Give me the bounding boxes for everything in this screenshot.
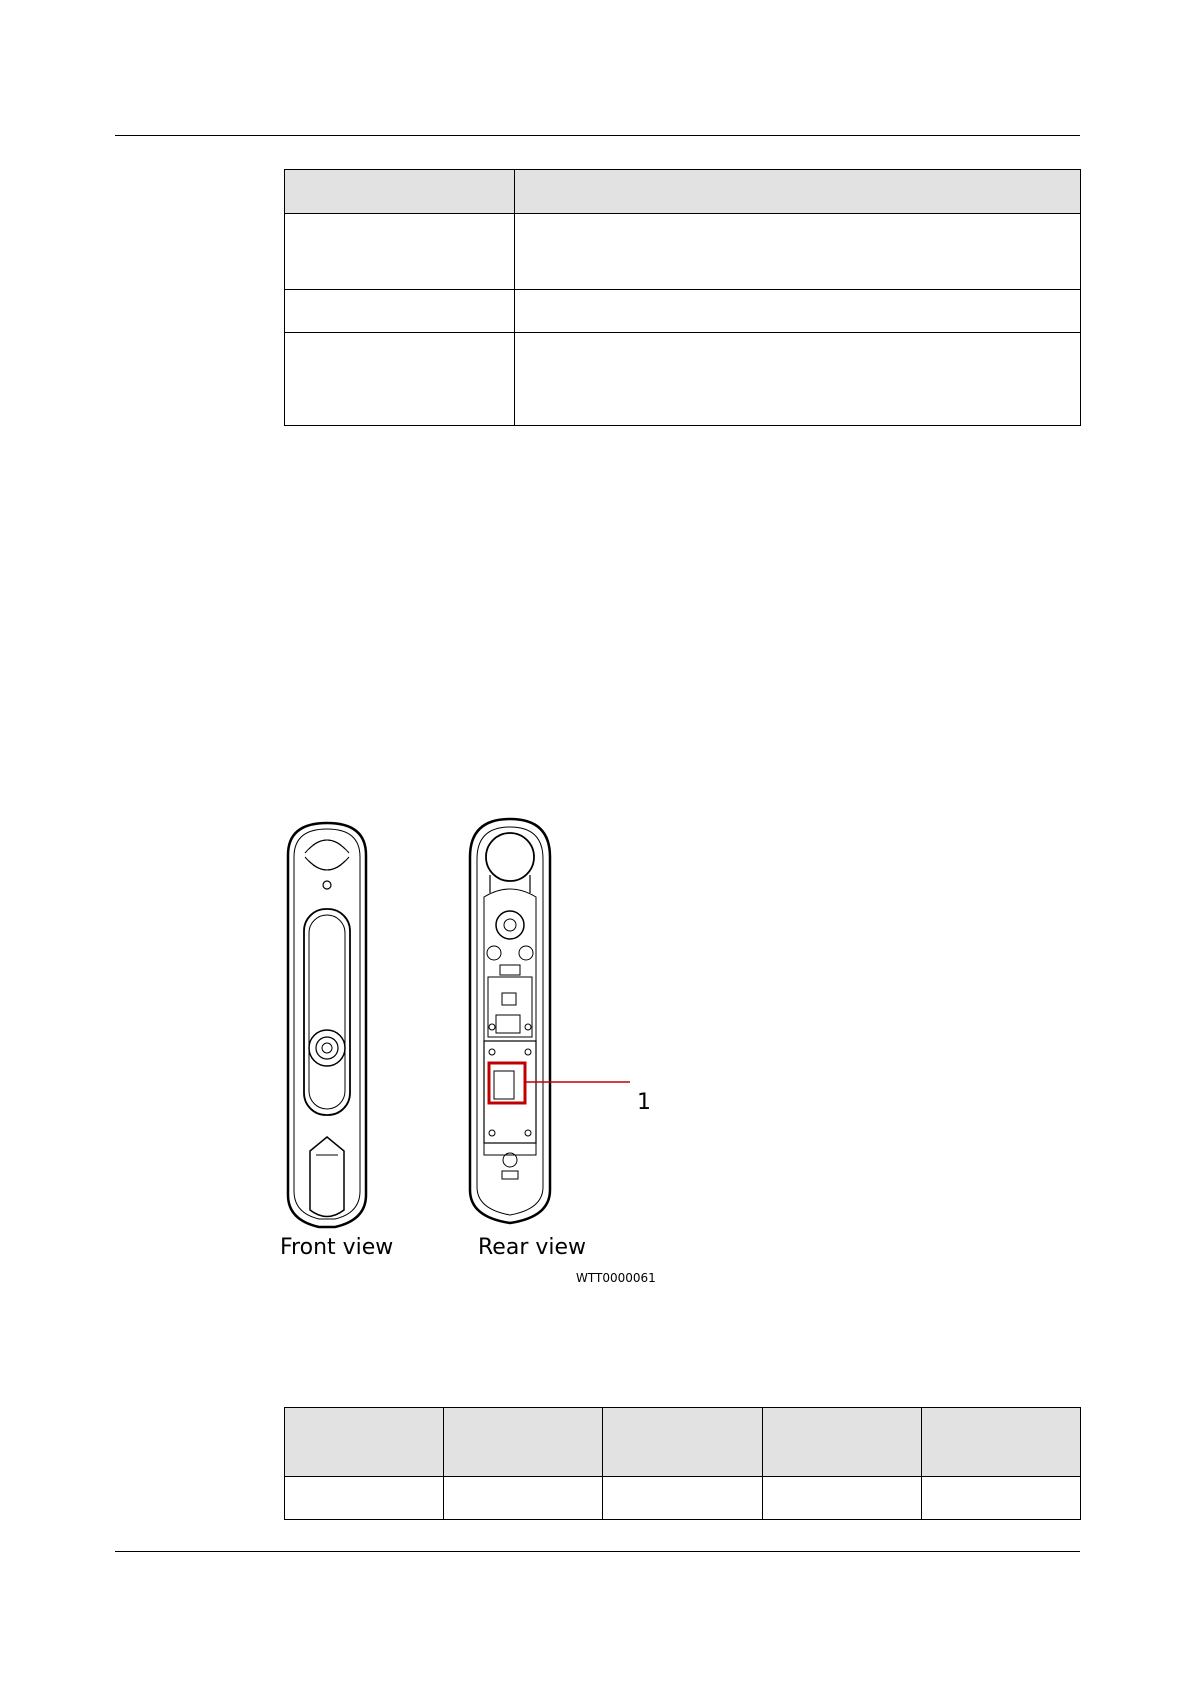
front-view-caption: Front view — [280, 1235, 394, 1260]
footer-rule — [115, 1551, 1080, 1552]
table-cell — [762, 1477, 921, 1520]
table-row — [285, 1477, 1081, 1520]
table-row — [285, 333, 1081, 426]
handle-drawing — [280, 815, 700, 1235]
table-header-cell — [444, 1408, 603, 1477]
table-header-cell — [921, 1408, 1080, 1477]
figure-id: WTT0000061 — [576, 1271, 656, 1285]
table-header-cell — [515, 170, 1081, 214]
handle-front-icon — [288, 823, 366, 1227]
table-header-cell — [285, 170, 515, 214]
callout-label: 1 — [637, 1090, 651, 1115]
handle-figure — [280, 815, 700, 1295]
table-cell — [515, 333, 1081, 426]
table-cell — [444, 1477, 603, 1520]
table-header-cell — [603, 1408, 762, 1477]
table-header-cell — [285, 1408, 444, 1477]
table-row — [285, 214, 1081, 290]
table-header-cell — [762, 1408, 921, 1477]
table-header-row — [285, 1408, 1081, 1477]
table-cell — [285, 214, 515, 290]
table-cell — [285, 333, 515, 426]
table-cell — [515, 290, 1081, 333]
spec-table-2 — [284, 1407, 1081, 1520]
rear-view-caption: Rear view — [478, 1235, 587, 1260]
handle-rear-icon — [470, 819, 550, 1223]
table-row — [285, 290, 1081, 333]
table-cell — [285, 290, 515, 333]
table-cell — [921, 1477, 1080, 1520]
spec-table-1 — [284, 169, 1081, 426]
table-cell — [603, 1477, 762, 1520]
header-rule — [115, 135, 1080, 136]
table-cell — [515, 214, 1081, 290]
table-header-row — [285, 170, 1081, 214]
table-cell — [285, 1477, 444, 1520]
